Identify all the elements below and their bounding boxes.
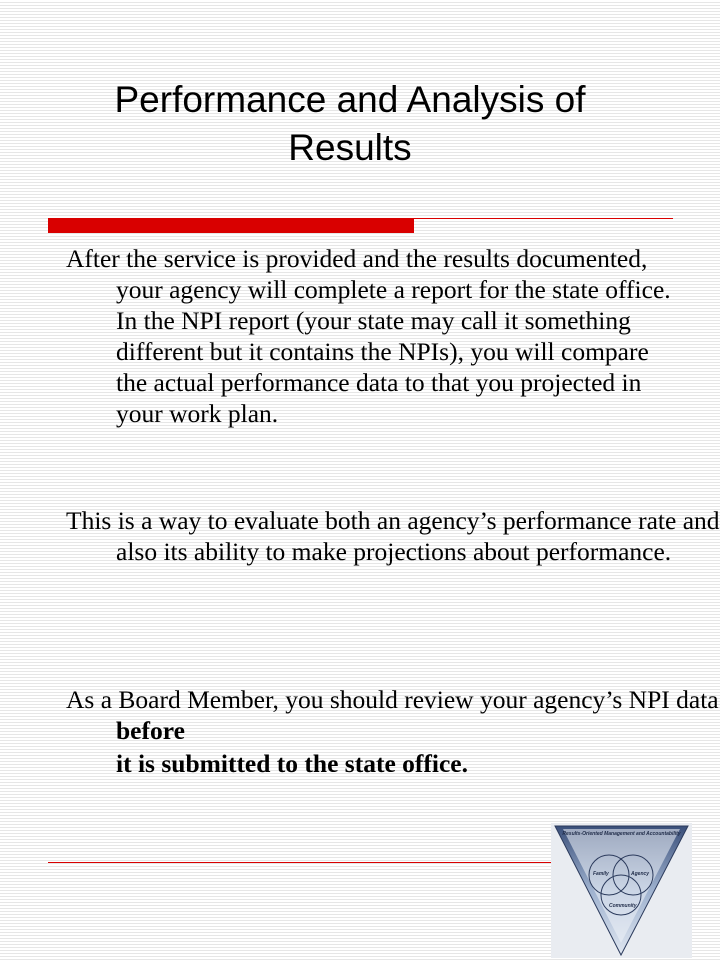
title-accent-bar <box>48 219 414 233</box>
slide-title <box>40 76 660 172</box>
logo-label-community: Community <box>609 903 637 909</box>
title-line-2: Results <box>288 127 412 168</box>
paragraph-evaluation: This is a way to evaluate both an agency’s performance rate and also its ability to make projections about performance. <box>66 506 720 566</box>
logo-label-agency: Agency <box>631 871 650 877</box>
board-note-bold-line: it is submitted to the state office. <box>116 749 468 778</box>
title-line-1: Performance and Analysis of <box>114 79 586 120</box>
logo-label-family: Family <box>593 871 609 877</box>
paragraph-board-member <box>66 684 720 779</box>
roma-logo <box>551 823 692 958</box>
logo-triangle-graphic <box>551 823 692 958</box>
logo-caption: Results-Oriented Management and Accountability <box>562 831 681 837</box>
board-note-bold-word: before <box>116 716 185 745</box>
board-note-text: As a Board Member, you should review your agency’s NPI data <box>66 685 719 714</box>
slide-body <box>66 243 720 778</box>
paragraph-npi-report: After the service is provided and the results documented, your agency will complete a report for the state office. In the NPI report (your state may call it something different but it contains the NPIs), you will compare the actual performance data to that you projected in your work plan. <box>66 244 671 428</box>
